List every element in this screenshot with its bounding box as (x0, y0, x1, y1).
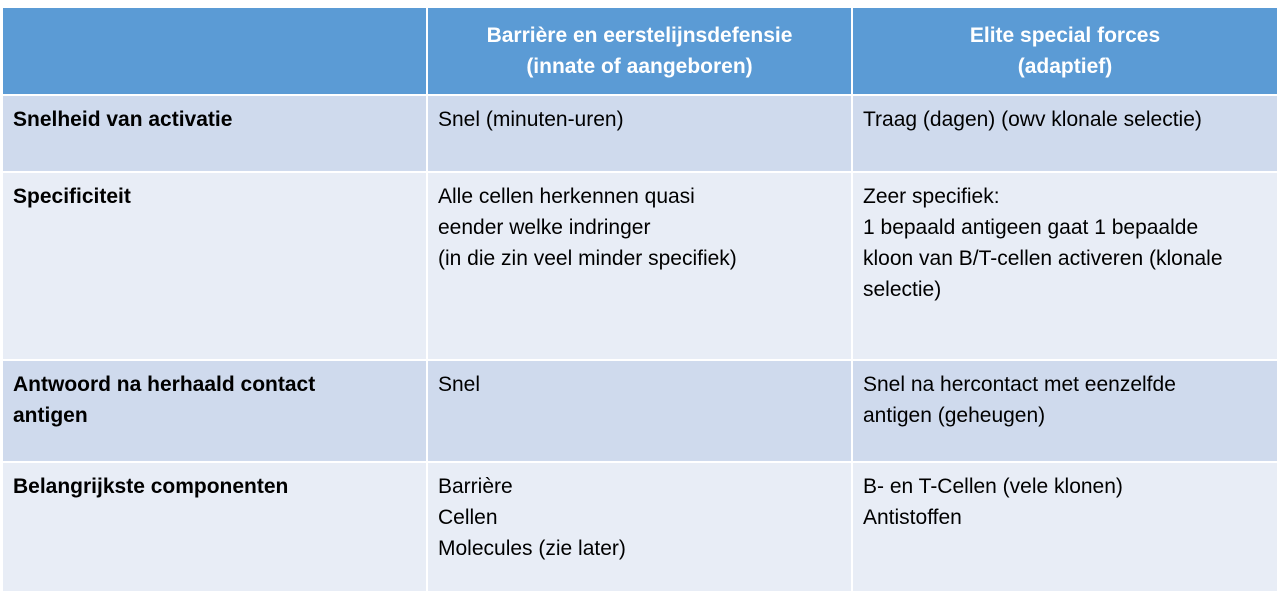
comparison-table-container (1, 6, 1277, 593)
row-label-cell (2, 462, 427, 592)
table-row (2, 360, 1278, 462)
table-row (2, 95, 1278, 172)
header-empty-cell (2, 7, 427, 95)
header-adaptive-label: Elite special forces (adaptief) (969, 24, 1161, 78)
innate-value: Barrière Cellen Molecules (zie later) (438, 475, 626, 560)
row-label: Specificiteit (13, 185, 131, 208)
header-innate (427, 7, 852, 95)
adaptive-cell (852, 95, 1278, 172)
table-row (2, 462, 1278, 592)
adaptive-value: B- en T-Cellen (vele klonen) Antistoffen (863, 475, 1123, 529)
adaptive-cell (852, 462, 1278, 592)
adaptive-value: Zeer specifiek: 1 bepaald antigeen gaat 1 bepaalde kloon van B/T-cellen activeren (klonale selectie) (863, 185, 1223, 301)
row-label-cell (2, 95, 427, 172)
row-label: Antwoord na herhaald contact antigen (13, 373, 316, 427)
table-header-row (2, 7, 1278, 95)
immune-comparison-table (1, 6, 1279, 593)
header-innate-label: Barrière en eerstelijnsdefensie (innate of aangeboren) (486, 24, 793, 78)
row-label-cell (2, 172, 427, 360)
innate-cell (427, 95, 852, 172)
row-label: Belangrijkste componenten (13, 475, 289, 498)
row-label-cell (2, 360, 427, 462)
innate-cell (427, 462, 852, 592)
row-label: Snelheid van activatie (13, 108, 233, 131)
innate-value: Snel (438, 373, 481, 396)
adaptive-value: Snel na hercontact met eenzelfde antigen (geheugen) (863, 373, 1176, 427)
adaptive-value: Traag (dagen) (owv klonale selectie) (863, 108, 1202, 131)
adaptive-cell (852, 172, 1278, 360)
adaptive-cell (852, 360, 1278, 462)
table-row (2, 172, 1278, 360)
header-adaptive (852, 7, 1278, 95)
innate-value: Snel (minuten-uren) (438, 108, 624, 131)
innate-cell (427, 360, 852, 462)
innate-value: Alle cellen herkennen quasi eender welke indringer (in die zin veel minder specifiek) (438, 185, 737, 270)
innate-cell (427, 172, 852, 360)
